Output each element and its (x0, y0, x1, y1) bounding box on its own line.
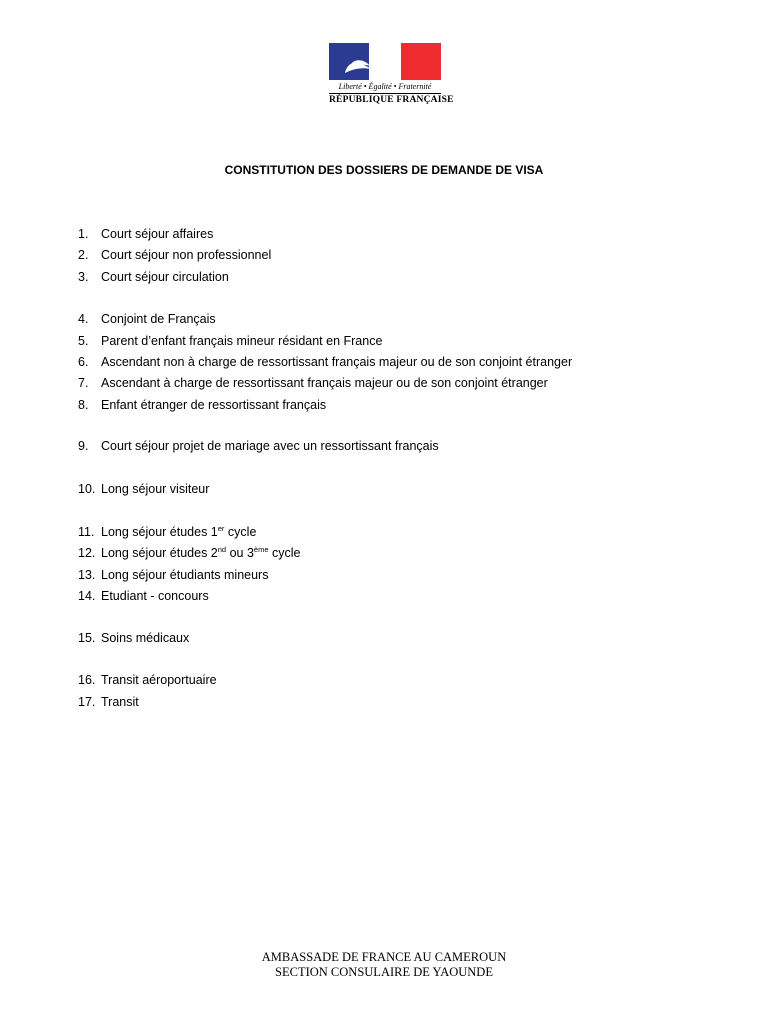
item-text: Long séjour études 2 (101, 546, 218, 560)
item-text: cycle (268, 546, 301, 560)
republic-motto: Liberté • Égalité • Fraternité (338, 82, 432, 91)
item-text: Court séjour non professionnel (101, 248, 272, 262)
list-item (78, 545, 300, 561)
item-number: 9. (78, 439, 89, 453)
item-number: 1. (78, 227, 89, 241)
item-text: Transit (101, 695, 139, 709)
list-item (78, 247, 271, 263)
list-item (78, 672, 217, 688)
item-text: Parent d’enfant français mineur résidant en France (101, 334, 383, 348)
item-text: Court séjour affaires (101, 227, 214, 241)
item-number: 11. (78, 525, 95, 539)
item-superscript: nd (217, 545, 227, 554)
item-text: cycle (224, 525, 257, 539)
list-item (78, 694, 139, 710)
item-text: Enfant étranger de ressortissant français (101, 398, 327, 412)
item-superscript: er (217, 524, 225, 533)
item-text: ou 3 (226, 546, 254, 560)
list-item (78, 354, 572, 370)
item-number: 7. (78, 376, 89, 390)
list-item (78, 333, 382, 349)
marianne-flag-icon (329, 43, 441, 80)
list-item (78, 226, 213, 242)
item-number: 3. (78, 270, 89, 284)
list-item (78, 567, 268, 583)
list-item (78, 588, 209, 604)
item-number: 8. (78, 398, 89, 412)
list-item (78, 311, 216, 327)
list-item (78, 481, 209, 497)
item-number: 12. (78, 546, 96, 560)
logo-divider (329, 93, 441, 94)
document-footer (0, 950, 768, 980)
footer-embassy: AMBASSADE DE FRANCE AU CAMEROUN (261, 950, 507, 964)
list-item (78, 630, 189, 646)
item-text: Conjoint de Français (101, 312, 216, 326)
list-item (78, 524, 256, 540)
republique-francaise-logo (329, 43, 454, 107)
item-text: Long séjour visiteur (101, 482, 210, 496)
item-number: 15. (78, 631, 96, 645)
item-number: 14. (78, 589, 96, 603)
list-item (78, 375, 548, 391)
item-text: Court séjour projet de mariage avec un ressortissant français (101, 439, 439, 453)
republic-name: RÉPUBLIQUE FRANÇAISE (329, 95, 454, 105)
item-text: Etudiant - concours (101, 589, 209, 603)
item-number: 17. (78, 695, 96, 709)
item-text: Court séjour circulation (101, 270, 229, 284)
item-superscript: ème (253, 545, 269, 554)
item-text: Ascendant non à charge de ressortissant français majeur ou de son conjoint étranger (101, 355, 573, 369)
footer-consular-section: SECTION CONSULAIRE DE YAOUNDE (275, 965, 493, 979)
item-number: 5. (78, 334, 89, 348)
item-text: Ascendant à charge de ressortissant français majeur ou de son conjoint étranger (101, 376, 548, 390)
document-title: CONSTITUTION DES DOSSIERS DE DEMANDE DE VISA (224, 163, 544, 177)
list-item (78, 438, 439, 454)
item-text: Soins médicaux (101, 631, 190, 645)
item-number: 2. (78, 248, 89, 262)
list-item (78, 269, 229, 285)
item-number: 4. (78, 312, 89, 326)
item-number: 13. (78, 568, 96, 582)
item-text: Transit aéroportuaire (101, 673, 217, 687)
item-number: 16. (78, 673, 96, 687)
list-item (78, 397, 326, 413)
item-text: Long séjour étudiants mineurs (101, 568, 269, 582)
item-text: Long séjour études 1 (101, 525, 218, 539)
item-number: 6. (78, 355, 89, 369)
item-number: 10. (78, 482, 96, 496)
